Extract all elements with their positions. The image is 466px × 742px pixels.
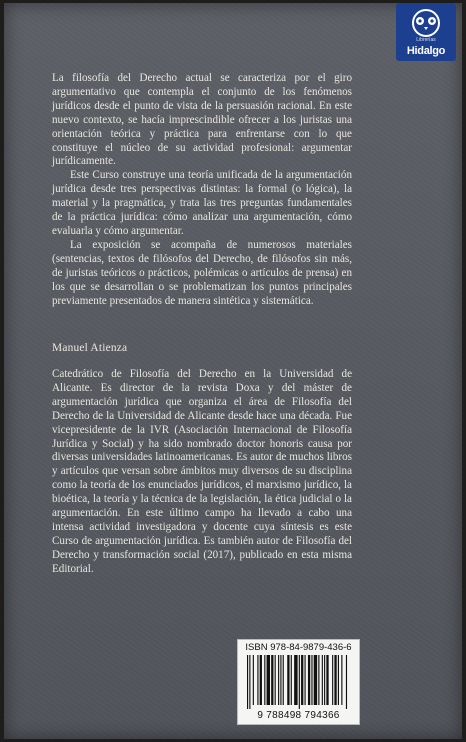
back-cover xyxy=(4,3,462,739)
synopsis xyxy=(52,72,352,308)
publisher-logo xyxy=(396,3,456,61)
isbn-label: ISBN 978-84-9879-436-6 xyxy=(245,642,352,653)
author-name: Manuel Atienza xyxy=(52,342,128,354)
author-bio xyxy=(52,368,352,577)
ean-digits: 9 788498 794366 xyxy=(257,710,340,721)
barcode-icon xyxy=(245,655,352,709)
synopsis-paragraph-1: La filosofía del Derecho actual se caracteriza por el giro argumentativo que contempla el conjunto de los fenómenos jurídicos desde el punto de vista de la persuasión racional. En este nuevo contexto, se hacía imprescindible ofrecer a los juristas una orientación teórica y práctica para enfrentarse con lo que constituye el núcleo de su actividad profesional: argumentar jurídicamente. xyxy=(52,72,352,168)
logo-tagline: Librerías xyxy=(416,37,436,43)
logo-name: Hidalgo xyxy=(406,45,446,57)
synopsis-paragraph-2: Este Curso construye una teoría unificada de la argumentación jurídica desde tres perspectivas distintas: la formal (o lógica), la material y la pragmática, y trata las tres preguntas fundamentales de la práctica jurídica: cómo analizar una argumentación, cómo evaluarla y cómo argumentar. xyxy=(52,169,352,237)
synopsis-paragraph-3: La exposición se acompaña de numerosos materiales (sentencias, textos de filósofos del Derecho, de filósofos sin más, de juristas teóricos o prácticos, polémicas o artículos de prensa) en los que se desarrollan o se problematizan los puntos principales previamente presentados de manera sintética y sistemática. xyxy=(52,238,352,307)
author-bio-text: Catedrático de Filosofía del Derecho en la Universidad de Alicante. Es director de la revista Doxa y del máster de argumentación jurídica que organiza el área de Filosofía del Derecho de la Universidad de Alicante desde hace una década. Fue vicepresidente de la IVR (Asociación Internacional de Filosofía Jurídica y Social) y ha sido nombrado doctor honoris causa por diversas universidades latinoamericanas. Es autor de muchos libros y artículos que versan sobre ámbitos muy diversos de su disciplina como la teoría de los enunciados jurídicos, el marxismo jurídico, la bioética, la teoría y la técnica de la legislación, la ética judicial o la argumentación. En este último campo ha llevado a cabo una intensa actividad investigadora y docente cuya síntesis es este Curso de argumentación jurídica. Es también autor de Filosofía del Derecho y transformación social (2017), publicado en esta misma Editorial. xyxy=(52,368,352,575)
isbn-barcode xyxy=(237,639,360,725)
